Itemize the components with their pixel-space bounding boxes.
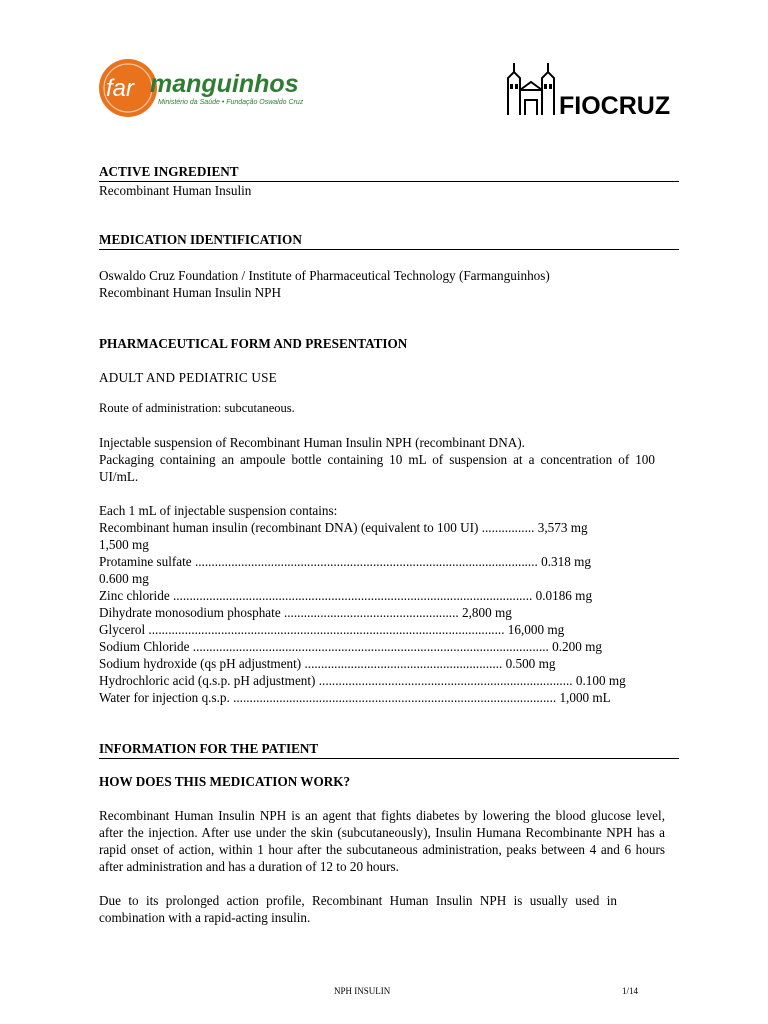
form-title: PHARMACEUTICAL FORM AND PRESENTATION xyxy=(99,336,408,351)
patient-info-title: INFORMATION FOR THE PATIENT xyxy=(99,740,679,759)
document-body xyxy=(99,163,679,926)
active-ingredient-title: ACTIVE INGREDIENT xyxy=(99,163,679,182)
composition-line: Protamine sulfate ........................................................................................................ 0.318 mg xyxy=(99,554,591,569)
use-text: ADULT AND PEDIATRIC USE xyxy=(99,370,277,385)
composition-line: Glycerol ............................................................................................................ 16,000 mg xyxy=(99,622,565,637)
fiocruz-logo-text: FIOCRUZ xyxy=(559,92,671,116)
identification-line-1: Oswaldo Cruz Foundation / Institute of Pharmaceutical Technology (Farmanguinhos) xyxy=(99,268,550,283)
logo-subtitle: Ministério da Saúde • Fundação Oswaldo Cruz xyxy=(158,99,304,106)
identification-title: MEDICATION IDENTIFICATION xyxy=(99,231,679,250)
composition-line: Dihydrate monosodium phosphate ..................................................... 2,800 mg xyxy=(99,605,512,620)
footer-label: NPH INSULIN xyxy=(334,986,391,996)
identification-line-2: Recombinant Human Insulin NPH xyxy=(99,285,282,300)
composition-list xyxy=(99,519,679,706)
composition-line: 0.600 mg xyxy=(99,571,149,586)
composition-line: Water for injection q.s.p. .................................................................................................. 1,000 mL xyxy=(99,690,611,705)
farmanguinhos-logo xyxy=(98,58,313,118)
composition-line: Sodium hydroxide (qs pH adjustment) ............................................................ 0.500 mg xyxy=(99,656,556,671)
logo-circle-text: far xyxy=(106,75,135,102)
route-text: Route of administration: subcutaneous. xyxy=(99,401,295,415)
composition-line: 1,500 mg xyxy=(99,537,149,552)
composition-line: Zinc chloride ............................................................................................................. 0.0186 mg xyxy=(99,588,593,603)
fiocruz-logo xyxy=(505,60,680,116)
active-ingredient-text: Recombinant Human Insulin xyxy=(99,183,252,198)
packaging-text: Packaging containing an ampoule bottle containing 10 mL of suspension at a concentration of 100 UI/mL. xyxy=(99,452,655,484)
suspension-text: Injectable suspension of Recombinant Human Insulin NPH (recombinant DNA). xyxy=(99,435,525,450)
how-works-title: HOW DOES THIS MEDICATION WORK? xyxy=(99,774,351,789)
logo-word-text: manguinhos xyxy=(150,70,299,98)
how-works-paragraph-1: Recombinant Human Insulin NPH is an agent that fights diabetes by lowering the blood glucose level, after the injection. After use under the skin (subcutaneously), Insulin Humana Recombinante NPH has a rapid onset of action, within 1 hour after the subcutaneous administration, peaks between 4 and 6 hours after administration and has a duration of 12 to 20 hours. xyxy=(99,808,665,874)
how-works-paragraph-2: Due to its prolonged action profile, Recombinant Human Insulin NPH is usually used in combination with a rapid-acting insulin. xyxy=(99,893,617,925)
composition-line: Hydrochloric acid (q.s.p. pH adjustment) ............................................................................. 0.100 mg xyxy=(99,673,626,688)
footer-page-number: 1/14 xyxy=(622,986,639,996)
composition-line: Sodium Chloride ............................................................................................................ 0.200 mg xyxy=(99,639,602,654)
composition-line: Recombinant human insulin (recombinant DNA) (equivalent to 100 UI) ................ 3,573 mg xyxy=(99,520,588,535)
each-text: Each 1 mL of injectable suspension contains: xyxy=(99,503,338,518)
